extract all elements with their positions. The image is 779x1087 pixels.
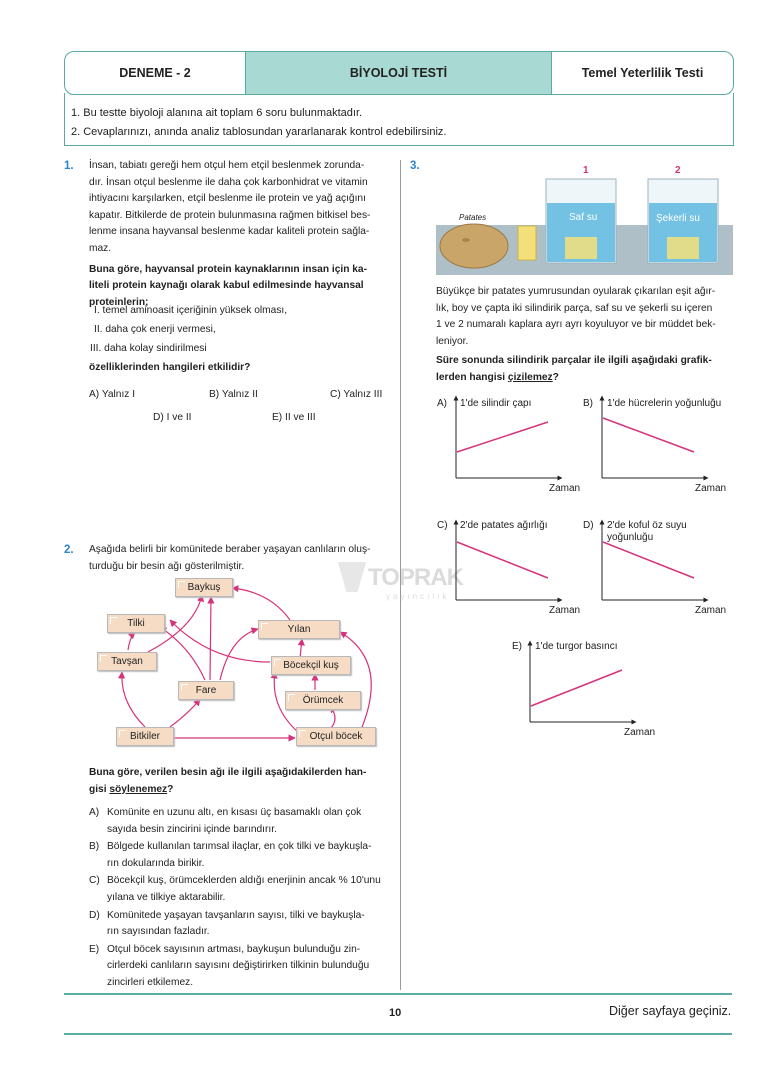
header-test-type: Temel Yeterlilik Testi <box>581 66 704 80</box>
q2-option-text: Böcekçil kuş, örümceklerden aldığı enerjinin ancak % 10'unu <box>107 875 381 887</box>
graph-d-ylabel-2: yoğunluğu <box>607 532 654 543</box>
graph-a-xlabel: Zaman <box>549 483 581 494</box>
graph-e-ylabel: 1'de turgor basıncı <box>535 641 618 652</box>
q1-item-1: I. temel aminoasit içeriğinin yüksek olması, <box>94 305 288 316</box>
food-web-node-bocekcil-kus: Böcekçil kuş <box>271 656 351 675</box>
q2-option-e[interactable] <box>89 942 394 992</box>
q2-option-letter: D) <box>89 909 100 921</box>
graph-b-xlabel: Zaman <box>695 483 727 494</box>
graph-a-ylabel: 1'de silindir çapı <box>460 398 532 409</box>
q1-line: maz. <box>89 242 112 254</box>
q1-line: kapatır. Bitkilerde de protein bulunmasına rağmen bitkisel bes- <box>89 209 371 221</box>
q1-line: ihtiyacını karşılarken, etçil beslenme ile protein ve yağ açığını <box>89 193 366 205</box>
graph-d-letter[interactable]: D) <box>583 520 594 531</box>
q1-option-c[interactable]: C) Yalnız III <box>330 389 383 400</box>
q3-number: 3. <box>410 160 420 172</box>
graph-e-line <box>531 670 622 706</box>
q3-line: Büyükçe bir patates yumrusundan oyularak çıkarılan eşit ağır- <box>436 286 716 297</box>
q2-option-text: rın sayısından fazladır. <box>107 926 210 938</box>
q2-option-text: yılana ve tilkiye aktarabilir. <box>107 891 226 903</box>
graph-e-xlabel: Zaman <box>624 727 656 738</box>
beaker-1-label: Saf su <box>569 212 598 223</box>
graph-e-letter[interactable]: E) <box>512 641 522 652</box>
q2-options <box>89 805 394 992</box>
next-page-note: Diğer sayfaya geçiniz. <box>609 1004 732 1018</box>
q2-option-c[interactable] <box>89 873 394 906</box>
q3-line: lık, boy ve çapta iki silindirik parça, saf su ve şekerli su içeren <box>436 302 713 314</box>
graph-c-ylabel: 2'de patates ağırlığı <box>460 520 548 531</box>
q2-option-a[interactable] <box>89 805 394 838</box>
graph-d-xlabel: Zaman <box>695 605 727 616</box>
q1-ask: özelliklerinden hangileri etkilidir? <box>89 362 251 373</box>
q3-graphs <box>420 390 740 750</box>
graph-a-letter[interactable]: A) <box>437 398 447 409</box>
q1-option-e[interactable]: E) II ve III <box>272 412 316 423</box>
patates-label: Patates <box>459 213 487 222</box>
graph-b-letter[interactable]: B) <box>583 398 593 409</box>
beaker-2-label: Şekerli su <box>656 213 700 224</box>
q1-line: dır. İnsan otçul beslenme ile daha çok karbonhidrat ve vitamin <box>89 176 368 188</box>
q2-option-text: sayıda besin zincirini içinde barındırır. <box>107 823 277 835</box>
graph-b-line <box>603 418 694 452</box>
q1-line: lenme insana hayvansal beslenme kadar kaliteli protein sağla- <box>89 226 370 238</box>
beaker-2-cylinder <box>667 237 699 259</box>
q1-item-3: III. daha kolay sindirilmesi <box>90 343 207 354</box>
graph-c-xlabel: Zaman <box>549 605 581 616</box>
instruction-2: 2. Cevaplarınızı, anında analiz tablosundan yararlanarak kontrol edebilirsiniz. <box>71 126 447 138</box>
graph-c-line <box>457 542 548 578</box>
q2-line: turduğu bir besin ağı gösterilmiştir. <box>89 560 245 572</box>
q2-option-letter: C) <box>89 875 100 887</box>
q1-body <box>89 158 389 311</box>
q2-option-b[interactable] <box>89 839 394 872</box>
q2-option-text: cirlerdeki canlıların sayısını değiştirirken tilkinin bulunduğu <box>107 960 370 972</box>
q2-number: 2. <box>64 544 74 556</box>
q1-stem-line: proteinlerin; <box>89 296 149 308</box>
q3-stem-line: Süre sonunda silindirik parçalar ile ilgili aşağıdaki grafik- <box>436 355 712 367</box>
graph-d-line <box>603 542 694 578</box>
q1-option-b[interactable]: B) Yalnız II <box>209 389 258 400</box>
instructions-box <box>64 93 734 146</box>
q3-line: leniyor. <box>436 335 469 347</box>
footer-divider-bottom <box>64 1033 732 1035</box>
food-web-node-otcul-bocek: Otçul böcek <box>296 727 376 746</box>
q2-stem-line <box>89 782 389 799</box>
food-web-node-orumcek: Örümcek <box>285 691 361 710</box>
q2-option-text: Bölgede kullanılan tarımsal ilaçlar, en çok tilki ve baykuşla- <box>107 841 372 853</box>
potato-icon <box>440 224 508 268</box>
q2-stem-negation: söylenemez <box>109 783 168 795</box>
q1-stem-line: Buna göre, hayvansal protein kaynaklarının insan için ka- <box>89 263 367 275</box>
q2-option-text: zincirleri etkilemez. <box>107 976 194 988</box>
watermark-brand: TOPRAK <box>368 564 463 591</box>
q2-option-letter: A) <box>89 807 100 818</box>
graph-a-line <box>457 422 548 452</box>
q3-stem-part: lerden hangisi <box>436 371 508 383</box>
potato-spot <box>462 238 470 242</box>
q1-item-2: II. daha çok enerji vermesi, <box>94 324 216 335</box>
beaker-2-number: 2 <box>675 165 681 176</box>
q2-stem-part: gisi <box>89 783 110 795</box>
q2-option-text: rın dokularında birikir. <box>107 857 205 869</box>
page-number: 10 <box>389 1007 402 1019</box>
footer-divider-top <box>64 993 732 995</box>
potato-cylinder-icon <box>518 226 536 260</box>
q2-option-d[interactable] <box>89 908 394 941</box>
food-web-node-tavsan: Tavşan <box>97 652 157 671</box>
q3-stem-negation: çizilemez <box>507 371 553 383</box>
q1-option-a[interactable]: A) Yalnız I <box>89 389 136 400</box>
q3-stem-part: ? <box>552 371 559 383</box>
food-web-node-fare: Fare <box>178 681 234 700</box>
watermark-sub: yayıncılık <box>386 592 450 601</box>
food-web-node-bitkiler: Bitkiler <box>116 727 174 746</box>
q2-stem <box>89 765 389 798</box>
q2-option-letter: E) <box>89 943 100 955</box>
beaker-1-number: 1 <box>583 165 589 176</box>
food-web-node-tilki: Tilki <box>107 614 165 633</box>
q1-option-d[interactable]: D) I ve II <box>153 412 192 423</box>
q2-line: Aşağıda belirli bir komünitede beraber yaşayan canlıların oluş- <box>89 544 371 555</box>
q2-intro <box>89 542 389 575</box>
q2-option-text: Komünitede yaşayan tavşanların sayısı, tilki ve baykuşla- <box>107 909 365 921</box>
graph-b-ylabel: 1'de hücrelerin yoğunluğu <box>607 398 722 409</box>
food-web-node-yilan: Yılan <box>258 620 340 639</box>
q2-stem-line: Buna göre, verilen besin ağı ile ilgili aşağıdakilerden han- <box>89 767 367 778</box>
q1-number: 1. <box>64 160 74 172</box>
graph-d-ylabel: 2'de koful öz suyu <box>607 520 687 531</box>
instruction-1: 1. Bu testte biyoloji alanına ait toplam 6 soru bulunmaktadır. <box>71 107 363 119</box>
q1-line: İnsan, tabiatı gereği hem otçul hem etçil beslenmek zorunda- <box>89 160 365 171</box>
test-header <box>64 51 734 95</box>
q3-line: 1 ve 2 numaralı kaplara ayrı ayrı koyuluyor ve bir müddet bek- <box>436 319 716 331</box>
food-web-node-baykus: Baykuş <box>175 578 233 597</box>
q3-stem-line <box>436 370 736 387</box>
q2-option-text: Otçul böcek sayısının artması, baykuşun bulunduğu zin- <box>107 943 361 955</box>
q2-option-letter: B) <box>89 841 100 853</box>
q2-option-text: Komünite en uzunu altı, en kısası üç basamaklı olan çok <box>107 807 362 818</box>
header-subject: BİYOLOJİ TESTİ <box>246 52 552 94</box>
beaker-1-cylinder <box>565 237 597 259</box>
q2-stem-part: ? <box>167 783 174 795</box>
header-deneme: DENEME - 2 <box>65 52 246 94</box>
q1-stem-line: liteli protein kaynağı olarak kabul edilmesinde hayvansal <box>89 280 364 292</box>
graph-c-letter[interactable]: C) <box>437 520 448 531</box>
q3-body <box>436 284 736 387</box>
